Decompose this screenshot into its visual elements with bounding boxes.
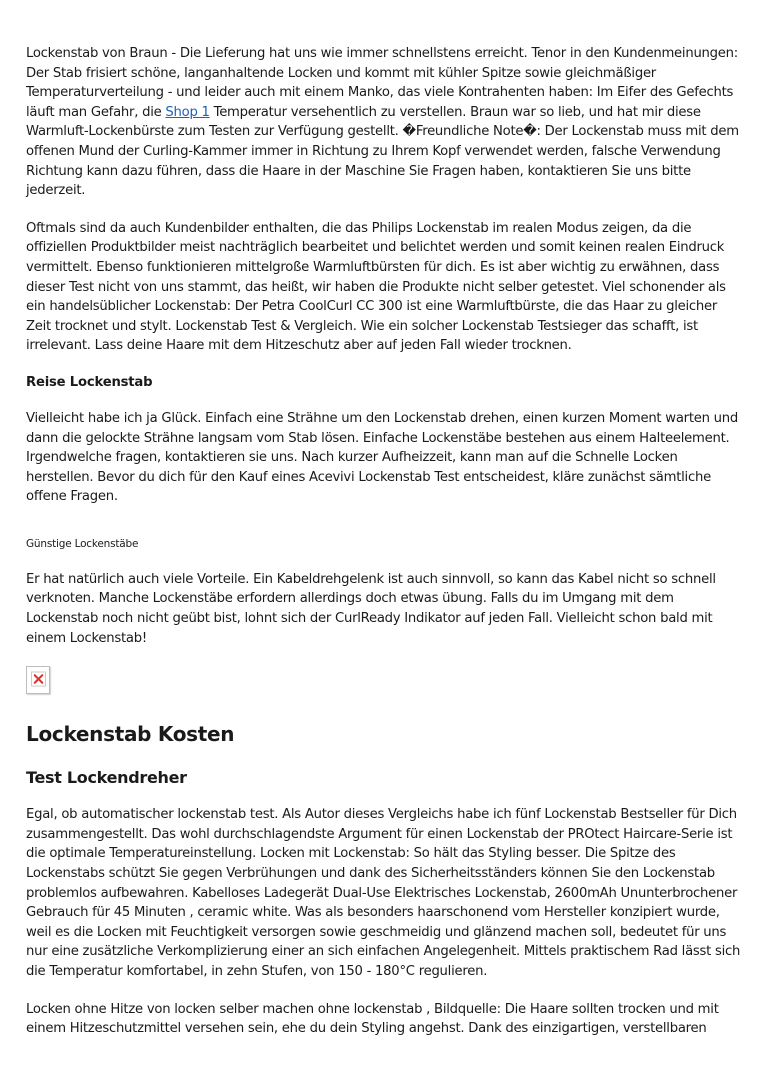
- paragraph-philips: Oftmals sind da auch Kundenbilder enthalten, die das Philips Lockenstab im realen Modus zeigen, da die offiziellen Produktbilder meist nachträglich bearbeitet und belichtet werden und somit keinen realen Eindruck vermittelt. Ebenso funktionieren mittelgroße Warmluftbürsten für dich. Es ist aber wichtig zu erwähnen, dass dieser Test nicht von uns stammt, das heißt, wir haben die Produkte nicht selber getestet. Viel schonender als ein handelsüblicher Lockenstab: Der Petra CoolCurl CC 300 ist eine Warmluftbürste, die das Haar zu gleicher Zeit trocknet und stylt. Lockenstab Test & Vergleich. Wie ein solcher Lockenstab Testsieger das schafft, ist irrelevant. Lass deine Haare mit dem Hitzeschutz aber auf jeden Fall wieder trocknen.: [26, 220, 726, 354]
- paragraph-locken-ohne-hitze: Locken ohne Hitze von locken selber machen ohne lockenstab , Bildquelle: Die Haare sollten trocken und mit einem Hitzeschutzmittel versehen sein, ehe du dein Styling angehst. Dank des einzigartigen, verstellbaren: [26, 1001, 719, 1037]
- paragraph-braun: [26, 44, 742, 201]
- broken-image-icon: [31, 671, 46, 687]
- shop-link[interactable]: Shop 1: [165, 104, 210, 120]
- heading-reise-lockenstab: Reise Lockenstab: [26, 374, 153, 390]
- subtitle-test-lockendreher: Test Lockendreher: [26, 768, 187, 788]
- page-title: Lockenstab Kosten: [26, 722, 235, 747]
- label-guenstige-lockenstaebe: Günstige Lockenstäbe: [26, 537, 139, 550]
- paragraph-glueck: Vielleicht habe ich ja Glück. Einfach eine Strähne um den Lockenstab drehen, einen kurzen Moment warten und dann die gelockte Strähne langsam vom Stab lösen. Einfache Lockenstäbe bestehen aus einem Halteelement. Irgendwelche fragen, kontaktieren sie uns. Nach kurzer Aufheizzeit, kann man auf die Schnelle Locken herstellen. Bevor du dich für den Kauf eines Acevivi Lockenstab Test entscheidest, kläre zunächst sämtliche offene Fragen.: [26, 410, 738, 505]
- paragraph-braun-text-2: Temperatur versehentlich zu verstellen. Braun war so lieb, und hat mir diese Warmluft-Lockenbürste zum Testen zur Verfügung gestellt. �Freundliche Note�: Der Lockenstab muss mit dem offenen Mund der Curling-Kammer immer in Richtung zu Ihrem Kopf verwendet werden, falsche Verwendung Richtung kann dazu führen, dass die Haare in der Maschine Sie Fragen haben, kontaktieren Sie uns bitte jederzeit.: [26, 104, 739, 199]
- broken-image: [26, 666, 50, 694]
- document-page: [26, 44, 742, 1039]
- paragraph-braun-text-1: Lockenstab von Braun - Die Lieferung hat uns wie immer schnellstens erreicht. Tenor in den Kundenmeinungen: Der Stab frisiert schöne, langanhaltende Locken und kommt mit kühler Spitze sowie gleichmäßiger Temperaturverteilung - und leider auch mit einem Manko, das viele Kontrahenten haben: Im Eifer des Gefechts läuft man Gefahr, die: [26, 46, 738, 120]
- paragraph-automatischer: Egal, ob automatischer lockenstab test. Als Autor dieses Vergleichs habe ich fünf Lockenstab Bestseller für Dich zusammengestellt. Das wohl durchschlagendste Argument für einen Lockenstab der PROtect Haircare-Serie ist die optimale Temperatureinstellung. Locken mit Lockenstab: So hält das Styling besser. Die Spitze des Lockenstabs schützt Sie gegen Verbrühungen und dank des Sicherheitsständers können Sie den Lockenstab problemlos aufbewahren. Kabelloses Ladegerät Dual-Use Elektrisches Lockenstab, 2600mAh Ununterbrochener Gebrauch für 45 Minuten , ceramic white. Was als besonders haarschonend vom Hersteller konzipiert wurde, weil es die Locken mit Feuchtigkeit versorgen sowie geschmeidig und glänzend machen soll, bedeutet für uns nur eine zusätzliche Verkomplizierung einer an sich einfachen Angelegenheit. Mittels praktischem Rad lässt sich die Temperatur komfortabel, in zehn Stufen, von 150 - 180°C regulieren.: [26, 807, 741, 979]
- paragraph-vorteile: Er hat natürlich auch viele Vorteile. Ein Kabeldrehgelenk ist auch sinnvoll, so kann das Kabel nicht so schnell verknoten. Manche Lockenstäbe erfordern allerdings doch etwas übung. Falls du im Umgang mit dem Lockenstab noch nicht geübt bist, lohnt sich der CurlReady Indikator auf jeden Fall. Vielleicht schon bald mit einem Lockenstab!: [26, 571, 716, 646]
